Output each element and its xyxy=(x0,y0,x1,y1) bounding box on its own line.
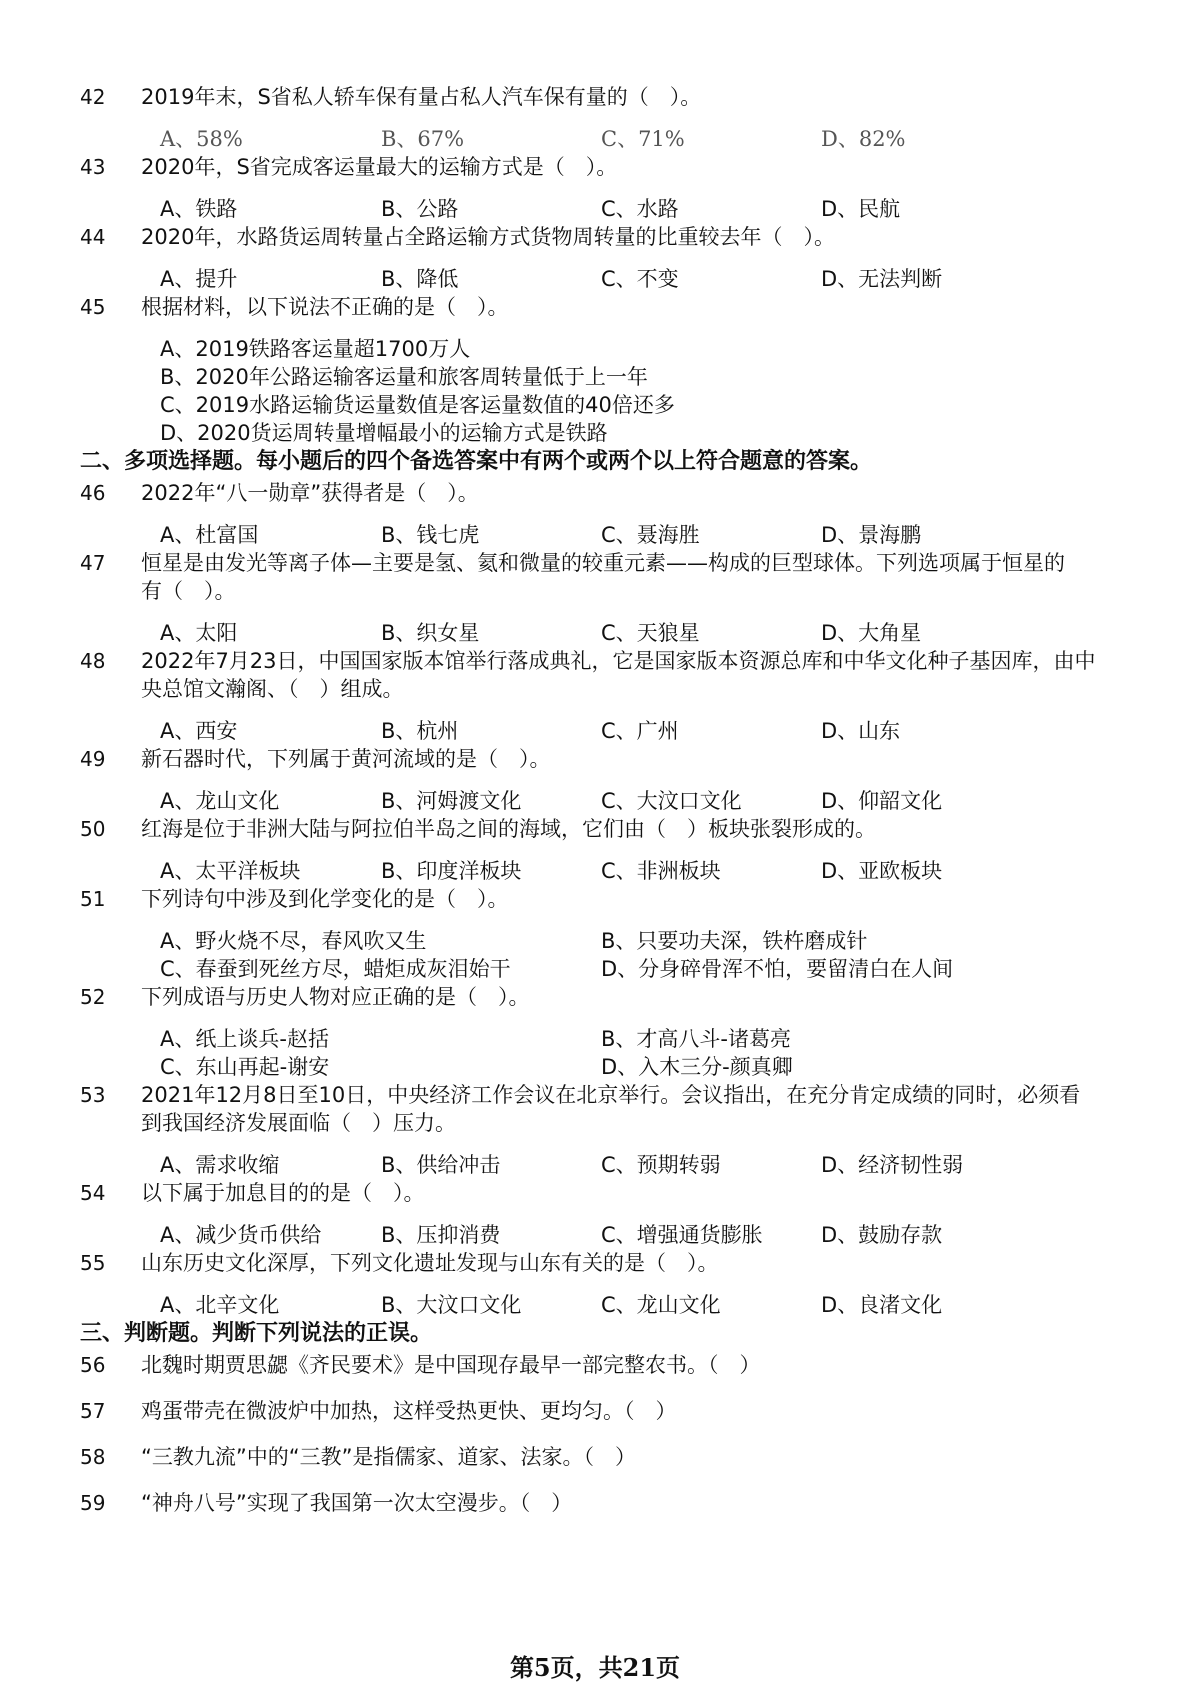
option-d: D、仰韶文化 xyxy=(821,789,943,813)
question-number: 45 xyxy=(80,295,106,319)
option-b: B、杭州 xyxy=(381,719,459,743)
option-b: B、公路 xyxy=(381,197,459,221)
option-c: C、2019水路运输货运量数值是客运量数值的40倍还多 xyxy=(160,393,675,417)
option-b: B、织女星 xyxy=(381,621,480,645)
option-a: A、杜富国 xyxy=(160,523,259,547)
question-stem: “三教九流”中的“三教”是指儒家、道家、法家。（ ） xyxy=(141,1445,637,1469)
question-number: 42 xyxy=(80,85,106,109)
section-heading-multiple-choice: 二、多项选择题。每小题后的四个备选答案中有两个或两个以上符合题意的答案。 xyxy=(80,449,873,474)
question-number: 53 xyxy=(80,1083,106,1107)
question-number: 54 xyxy=(80,1181,106,1205)
option-d: D、分身碎骨浑不怕，要留清白在人间 xyxy=(601,957,954,981)
question-number: 48 xyxy=(80,649,106,673)
option-a: A、纸上谈兵-赵括 xyxy=(160,1027,329,1051)
question-number: 43 xyxy=(80,155,106,179)
question-stem: 2022年“八一勋章”获得者是（ ）。 xyxy=(141,481,479,505)
question-number: 50 xyxy=(80,817,106,841)
option-b: B、压抑消费 xyxy=(381,1223,501,1247)
option-b: B、印度洋板块 xyxy=(381,859,522,883)
option-c: C、东山再起-谢安 xyxy=(160,1055,330,1079)
question-number: 49 xyxy=(80,747,106,771)
option-d: D、大角星 xyxy=(821,621,922,645)
option-c: C、71% xyxy=(601,127,685,151)
question-number: 57 xyxy=(80,1399,106,1423)
option-b: B、降低 xyxy=(381,267,459,291)
question-stem-line-2: 有（ ）。 xyxy=(141,579,236,603)
question-stem: 红海是位于非洲大陆与阿拉伯半岛之间的海域，它们由（ ）板块张裂形成的。 xyxy=(141,817,876,841)
option-a: A、铁路 xyxy=(160,197,238,221)
option-b: B、只要功夫深，铁杵磨成针 xyxy=(601,929,868,953)
option-d: D、山东 xyxy=(821,719,901,743)
question-stem: 以下属于加息目的的是（ ）。 xyxy=(141,1181,425,1205)
question-number: 52 xyxy=(80,985,106,1009)
option-d: D、民航 xyxy=(821,197,901,221)
question-stem: 新石器时代，下列属于黄河流域的是（ ）。 xyxy=(141,747,551,771)
question-stem-line-2: 央总馆文瀚阁、（ ）组成。 xyxy=(141,677,404,701)
option-c: C、预期转弱 xyxy=(601,1153,721,1177)
question-number: 46 xyxy=(80,481,106,505)
question-number: 44 xyxy=(80,225,106,249)
question-stem: 2020年，S省完成客运量最大的运输方式是（ ）。 xyxy=(141,155,618,179)
option-a: A、太阳 xyxy=(160,621,238,645)
option-b: B、67% xyxy=(381,127,465,151)
option-d: D、无法判断 xyxy=(821,267,943,291)
option-b: B、才高八斗-诸葛亮 xyxy=(601,1027,791,1051)
option-a: A、提升 xyxy=(160,267,238,291)
option-a: A、龙山文化 xyxy=(160,789,280,813)
option-d: D、良渚文化 xyxy=(821,1293,943,1317)
option-c: C、天狼星 xyxy=(601,621,700,645)
question-stem-line-1: 2021年12月8日至10日，中央经济工作会议在北京举行。会议指出，在充分肯定成绩的同时，必须看 xyxy=(141,1083,1081,1107)
question-stem: 山东历史文化深厚，下列文化遗址发现与山东有关的是（ ）。 xyxy=(141,1251,719,1275)
question-stem: 下列成语与历史人物对应正确的是（ ）。 xyxy=(141,985,530,1009)
option-a: A、太平洋板块 xyxy=(160,859,301,883)
question-stem: “神舟八号”实现了我国第一次太空漫步。（ ） xyxy=(141,1491,573,1515)
option-d: D、景海鹏 xyxy=(821,523,922,547)
option-a: A、野火烧不尽，春风吹又生 xyxy=(160,929,427,953)
option-d: D、2020货运周转量增幅最小的运输方式是铁路 xyxy=(160,421,608,445)
question-stem-line-1: 2022年7月23日，中国国家版本馆举行落成典礼，它是国家版本资源总库和中华文化种子基因库，由中 xyxy=(141,649,1096,673)
question-stem: 2020年，水路货运周转量占全路运输方式货物周转量的比重较去年（ ）。 xyxy=(141,225,835,249)
option-d: D、82% xyxy=(821,127,906,151)
question-stem: 根据材料，以下说法不正确的是（ ）。 xyxy=(141,295,509,319)
option-b: B、钱七虎 xyxy=(381,523,480,547)
question-stem: 下列诗句中涉及到化学变化的是（ ）。 xyxy=(141,887,509,911)
option-c: C、聂海胜 xyxy=(601,523,700,547)
option-a: A、西安 xyxy=(160,719,238,743)
option-b: B、供给冲击 xyxy=(381,1153,501,1177)
question-stem: 北魏时期贾思勰《齐民要术》是中国现存最早一部完整农书。（ ） xyxy=(141,1353,761,1377)
option-b: B、2020年公路运输客运量和旅客周转量低于上一年 xyxy=(160,365,648,389)
option-a: A、58% xyxy=(160,127,243,151)
option-c: C、龙山文化 xyxy=(601,1293,721,1317)
option-d: D、入木三分-颜真卿 xyxy=(601,1055,793,1079)
option-a: A、减少货币供给 xyxy=(160,1223,322,1247)
question-number: 47 xyxy=(80,551,106,575)
question-stem-line-1: 恒星是由发光等离子体—主要是氢、氦和微量的较重元素——构成的巨型球体。下列选项属于恒星的 xyxy=(141,551,1065,575)
option-c: C、大汶口文化 xyxy=(601,789,742,813)
option-d: D、亚欧板块 xyxy=(821,859,943,883)
option-c: C、水路 xyxy=(601,197,679,221)
option-b: B、大汶口文化 xyxy=(381,1293,522,1317)
option-c: C、不变 xyxy=(601,267,679,291)
option-a: A、北辛文化 xyxy=(160,1293,280,1317)
question-number: 56 xyxy=(80,1353,106,1377)
option-c: C、广州 xyxy=(601,719,679,743)
question-stem-line-2: 到我国经济发展面临（ ）压力。 xyxy=(141,1111,456,1135)
question-stem: 鸡蛋带壳在微波炉中加热，这样受热更快、更均匀。（ ） xyxy=(141,1399,677,1423)
option-c: C、非洲板块 xyxy=(601,859,721,883)
option-b: B、河姆渡文化 xyxy=(381,789,522,813)
question-stem: 2019年末，S省私人轿车保有量占私人汽车保有量的（ ）。 xyxy=(141,85,702,109)
question-number: 55 xyxy=(80,1251,106,1275)
page-footer: 第5页，共21页 xyxy=(509,1653,681,1682)
question-number: 51 xyxy=(80,887,106,911)
question-number: 59 xyxy=(80,1491,106,1515)
section-heading-true-false: 三、判断题。判断下列说法的正误。 xyxy=(80,1321,433,1346)
option-c: C、春蚕到死丝方尽，蜡炬成灰泪始干 xyxy=(160,957,511,981)
question-number: 58 xyxy=(80,1445,106,1469)
option-d: D、鼓励存款 xyxy=(821,1223,943,1247)
option-c: C、增强通货膨胀 xyxy=(601,1223,763,1247)
option-a: A、2019铁路客运量超1700万人 xyxy=(160,337,471,361)
option-a: A、需求收缩 xyxy=(160,1153,280,1177)
option-d: D、经济韧性弱 xyxy=(821,1153,964,1177)
